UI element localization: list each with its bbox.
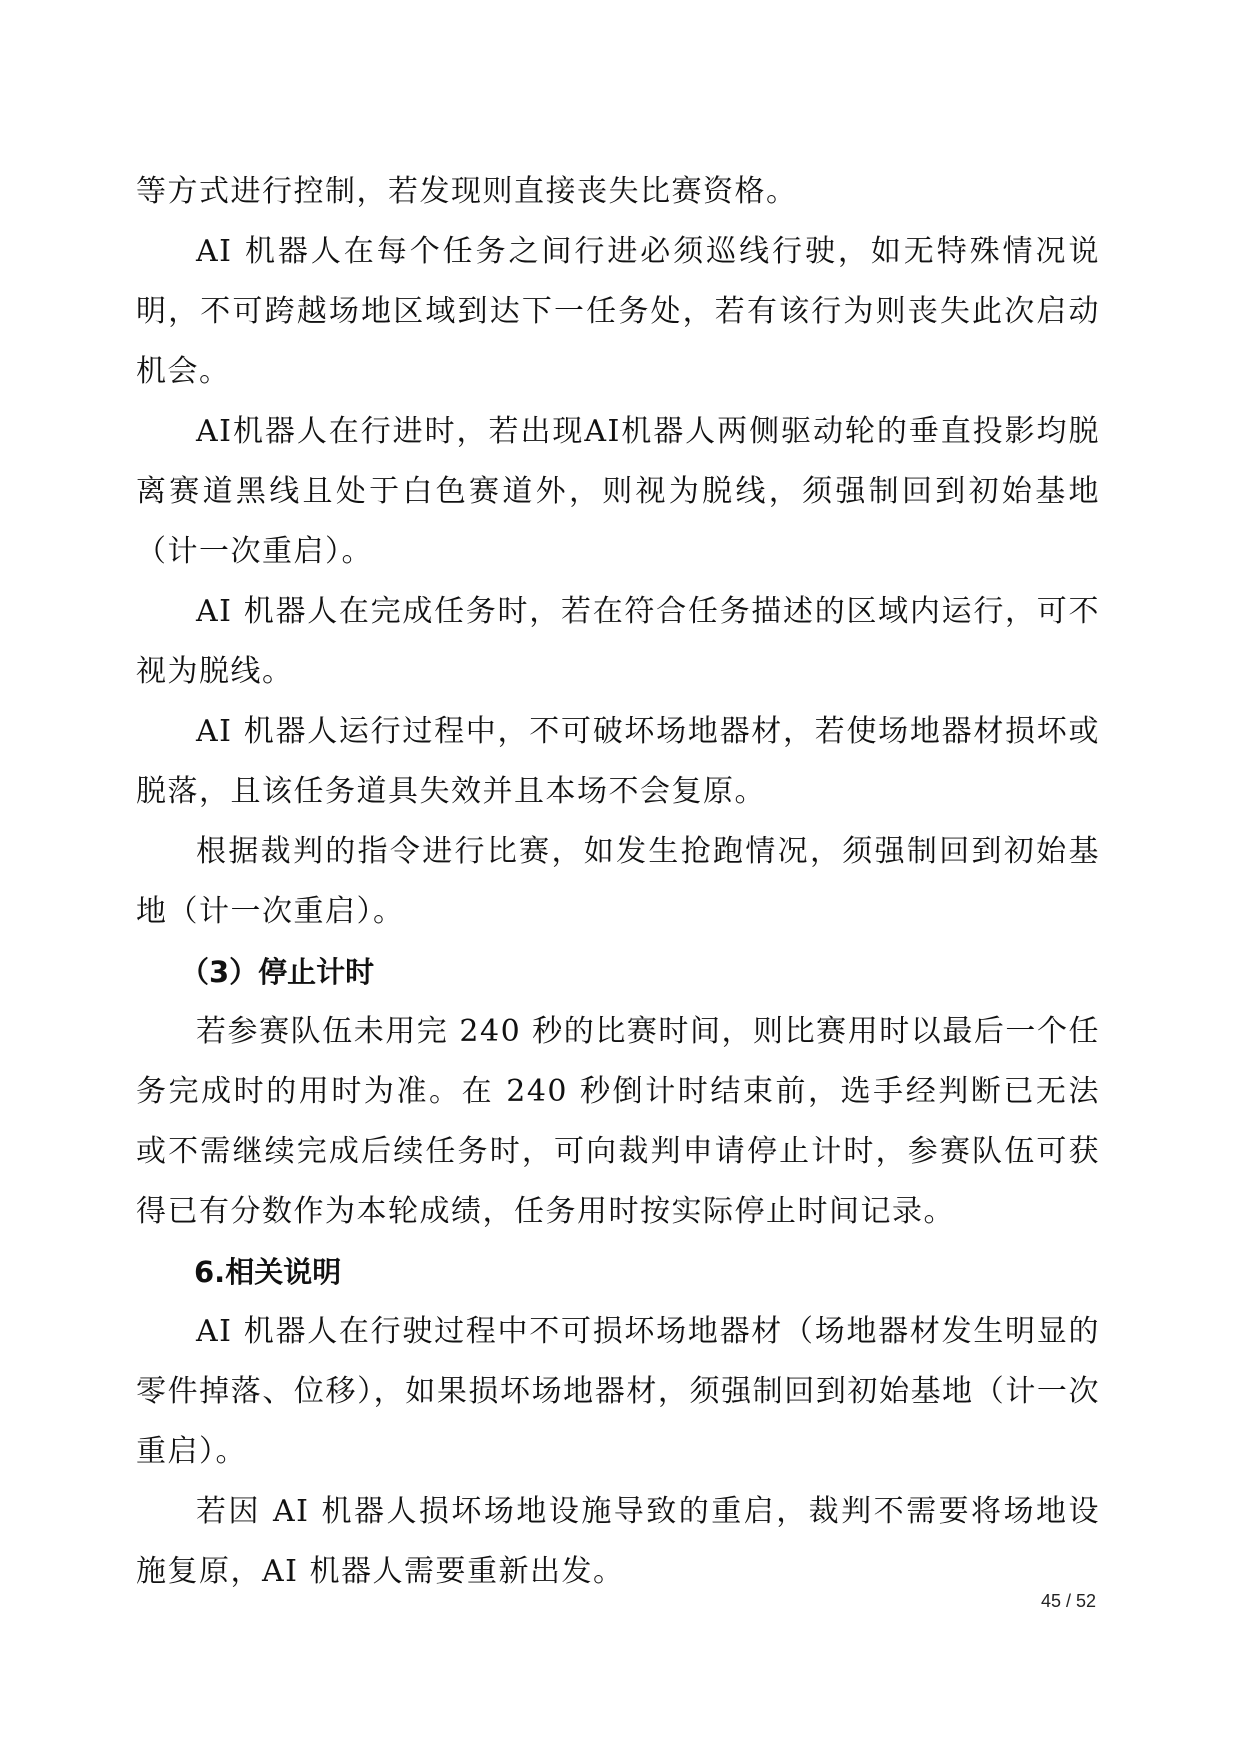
paragraph: 若因 AI 机器人损坏场地设施导致的重启，裁判不需要将场地设施复原，AI 机器人需要重新出发。 — [136, 1494, 1100, 1589]
page-number: 45 / 52 — [1040, 1591, 1096, 1611]
body-text — [136, 162, 1100, 1602]
paragraph: AI 机器人在完成任务时，若在符合任务描述的区域内运行，可不视为脱线。 — [136, 594, 1100, 689]
section-heading-related-notes: 6.相关说明 — [194, 1255, 342, 1289]
paragraph: AI机器人在行进时，若出现AI机器人两侧驱动轮的垂直投影均脱离赛道黑线且处于白色赛道外，则视为脱线，须强制回到初始基地（计一次重启）。 — [136, 414, 1100, 569]
section-heading-stop-timing: （3）停止计时 — [180, 955, 375, 989]
paragraph: AI 机器人在每个任务之间行进必须巡线行驶，如无特殊情况说明，不可跨越场地区域到达下一任务处，若有该行为则丧失此次启动机会。 — [136, 234, 1100, 389]
paragraph: 若参赛队伍未用完 240 秒的比赛时间，则比赛用时以最后一个任务完成时的用时为准。在 240 秒倒计时结束前，选手经判断已无法或不需继续完成后续任务时，可向裁判申请停止计时，参赛队伍可获得已有分数作为本轮成绩，任务用时按实际停止时间记录。 — [136, 1014, 1100, 1229]
paragraph: 根据裁判的指令进行比赛，如发生抢跑情况，须强制回到初始基地（计一次重启）。 — [136, 834, 1100, 929]
paragraph: 等方式进行控制，若发现则直接丧失比赛资格。 — [136, 174, 798, 209]
paragraph: AI 机器人在行驶过程中不可损坏场地器材（场地器材发生明显的零件掉落、位移），如果损坏场地器材，须强制回到初始基地（计一次重启）。 — [136, 1314, 1100, 1469]
paragraph: AI 机器人运行过程中，不可破坏场地器材，若使场地器材损坏或脱落，且该任务道具失效并且本场不会复原。 — [136, 714, 1100, 809]
